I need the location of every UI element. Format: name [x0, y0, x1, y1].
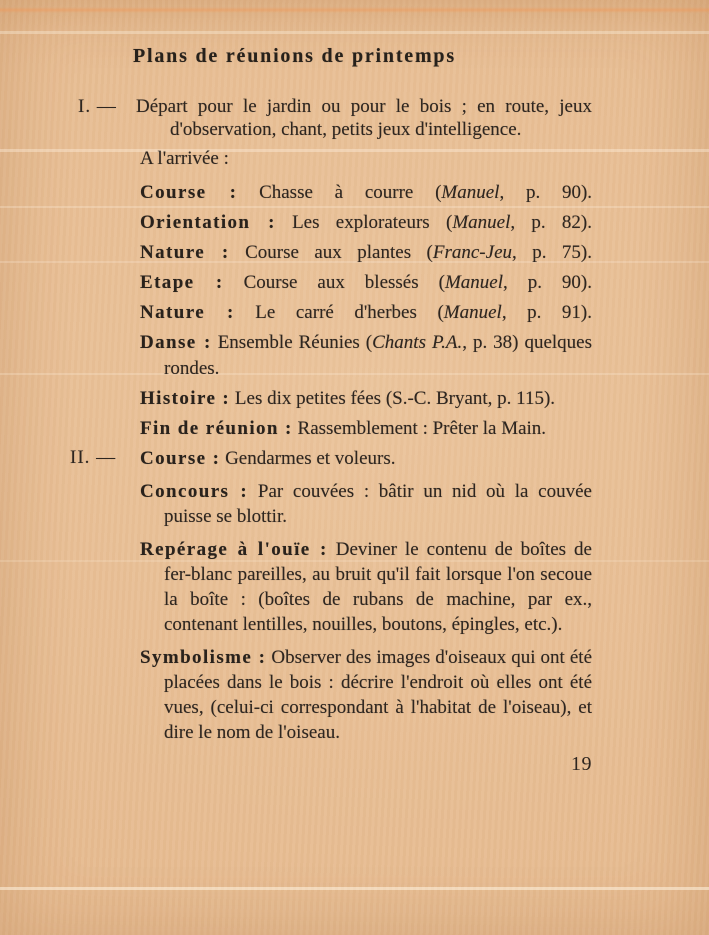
entry-orientation	[140, 210, 592, 236]
entry-etape	[140, 270, 592, 296]
entry-concours	[140, 479, 592, 529]
entry-label: Orientation :	[140, 212, 276, 233]
page-title: Plans de réunions de printemps	[133, 45, 456, 67]
entry-text: Deviner le contenu de boîtes de fer-blanc pareilles, au bruit qu'il fait lorsque l'on secoue la boîte : (boîtes de rubans de machine, par ex., contenant lentilles, nouilles, boutons, épingles, etc.).	[164, 539, 592, 635]
entry-text: Course aux plantes (	[245, 242, 433, 263]
entry-label: Concours :	[140, 481, 249, 502]
entry-text: Par couvées : bâtir un nid où la couvée puisse se blottir.	[164, 481, 592, 527]
entry-histoire	[140, 386, 592, 412]
entry-text: Les dix petites fées (S.-C. Bryant, p. 115).	[234, 388, 556, 409]
entry-nature-2	[140, 300, 592, 326]
entry-text: , p. 90).	[499, 182, 593, 203]
section-one	[78, 95, 593, 442]
entry-symbolisme	[140, 645, 592, 745]
entry-text: Gendarmes et voleurs.	[225, 448, 396, 469]
entry-label: Nature :	[140, 302, 235, 323]
entry-label: Course :	[140, 182, 238, 203]
entry-label: Symbolisme :	[140, 647, 267, 668]
entry-nature-1	[140, 240, 592, 266]
entry-text: , p. 90).	[502, 272, 593, 293]
entry-text: Observer des images d'oiseaux qui ont été placées dans le bois : décrire l'endroit où elles ont été vues, (celui-ci correspondant à l'habitat de l'oiseau), et dire le nom de l'oiseau.	[164, 647, 592, 743]
entry-text: Chasse à courre (	[259, 182, 442, 203]
entry-text: Ensemble Réunies (	[217, 332, 373, 353]
book-title: Manuel	[452, 212, 511, 233]
section-two	[70, 446, 592, 745]
section-two-numeral: II. —	[70, 447, 117, 468]
book-title: Manuel	[441, 182, 500, 203]
paper-crease	[0, 887, 709, 890]
entry-text: Le carré d'herbes (	[255, 302, 444, 323]
entry-fin-de-reunion	[140, 416, 592, 442]
entry-text: Les explorateurs (	[292, 212, 453, 233]
entry-course-1	[140, 180, 592, 206]
entry-danse	[140, 330, 592, 382]
entry-text: , p. 82).	[510, 212, 592, 233]
entry-label: Fin de réunion :	[140, 418, 293, 439]
entry-label: Etape :	[140, 272, 224, 293]
book-title: Chants P.A.	[372, 332, 463, 353]
entry-text: , p. 91).	[501, 302, 593, 323]
book-title: Manuel	[444, 272, 503, 293]
entry-label: Danse :	[140, 332, 212, 353]
entry-label: Nature :	[140, 242, 230, 263]
intro-paragraph: Départ pour le jardin ou pour le bois ; en route, jeux d'observation, chant, petits jeux d'intelligence.	[136, 96, 592, 140]
book-title: Manuel	[443, 302, 502, 323]
entry-course-2	[140, 446, 592, 471]
entry-label: Repérage à l'ouïe :	[140, 539, 328, 560]
book-title: Franc-Jeu	[432, 242, 513, 263]
entry-text: Course aux blessés (	[243, 272, 445, 293]
entry-text: Rassemblement : Prêter la Main.	[297, 418, 547, 439]
entry-label: Course :	[140, 448, 221, 469]
arrival-note: A l'arrivée :	[140, 148, 229, 169]
entry-label: Histoire :	[140, 388, 231, 409]
entry-text: , p. 38) quelques rondes.	[164, 332, 593, 379]
entry-text: , p. 75).	[512, 242, 593, 263]
page-number: 19	[571, 753, 592, 775]
scan-streak-orange	[0, 7, 709, 13]
section-one-numeral: I. —	[78, 96, 117, 117]
entry-reperage	[140, 537, 592, 637]
scan-streak	[0, 31, 709, 34]
